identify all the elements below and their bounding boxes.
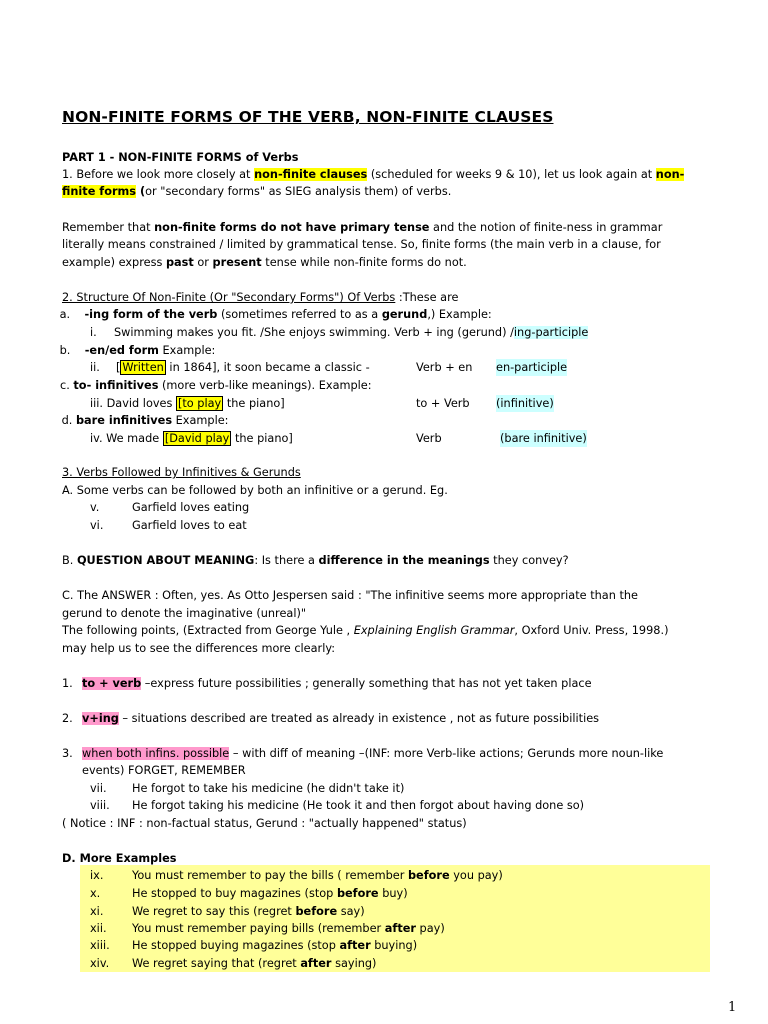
highlight-to-verb: to + verb	[82, 677, 142, 690]
highlight-finite-forms: finite forms	[62, 185, 137, 198]
point-1-number: 1.	[62, 677, 73, 690]
bold-keyword: before	[407, 869, 450, 882]
text: and the notion of finite-ness in grammar	[429, 221, 663, 234]
point-3-number: 3.	[62, 747, 73, 760]
text: saying)	[331, 957, 377, 970]
text: the piano]	[223, 397, 285, 410]
tag-infinitive: (infinitive)	[496, 397, 554, 410]
example-x	[132, 885, 408, 902]
text: in 1864], it soon became a classic -	[165, 361, 370, 374]
text: c.	[60, 379, 74, 392]
section3-b	[62, 552, 569, 569]
example-viii: He forgot taking his medicine (He took it and then forgot about having done so)	[132, 799, 585, 812]
text: or "secondary forms" as SIEG analysis them) of verbs.	[145, 185, 452, 198]
text: – with diff of meaning –(INF: more Verb-like actions; Gerunds more noun-like	[229, 747, 664, 760]
example-vi-number: vi.	[90, 519, 104, 532]
section3-c-line3	[62, 622, 669, 639]
item-b	[56, 342, 215, 359]
text: He stopped buying magazines (stop	[132, 939, 340, 952]
text: b.	[56, 344, 85, 357]
example-vii: He forgot to take his medicine (he didn't take it)	[132, 782, 405, 795]
item-d	[58, 412, 228, 429]
text: Example:	[172, 414, 229, 427]
item-c	[60, 377, 372, 394]
highlight-non: non-	[655, 168, 685, 181]
text: You must remember to pay the bills ( remember	[132, 869, 408, 882]
underlined-heading: 2. Structure Of Non-Finite (Or "Secondary Forms") Of Verbs	[62, 291, 396, 304]
text: (scheduled for weeks 9 & 10), let us look again at	[367, 168, 656, 181]
text: iii. David loves	[90, 397, 176, 410]
example-iv	[90, 430, 293, 447]
example-viii-number: viii.	[90, 799, 110, 812]
text: they convey?	[489, 554, 569, 567]
example-v: Garfield loves eating	[132, 501, 250, 514]
example-xiv	[132, 955, 376, 972]
example-iii-structure: to + Verb	[416, 397, 470, 410]
tag-en-participle: en-participle	[496, 361, 568, 374]
section3-heading: 3. Verbs Followed by Infinitives & Gerunds	[62, 466, 301, 479]
section3-c-line2: gerund to denote the imaginative (unreal)"	[62, 607, 307, 620]
example-xiii-number: xiii.	[90, 939, 110, 952]
point-3-line2: events) FORGET, REMEMBER	[82, 764, 246, 777]
tag-ing-participle: ing-participle	[513, 326, 589, 339]
section3-a: A. Some verbs can be followed by both an infinitive or a gerund. Eg.	[62, 484, 448, 497]
text: a.	[56, 308, 85, 321]
text: iv. We made	[90, 432, 163, 445]
text: –express future possibilities ; generally something that has not yet taken place	[141, 677, 592, 690]
part1-heading: PART 1 - NON-FINITE FORMS of Verbs	[62, 151, 299, 164]
example-v-number: v.	[90, 501, 100, 514]
text: : Is there a	[254, 554, 319, 567]
bold-present: present	[212, 256, 262, 269]
text: (sometimes referred to as a	[217, 308, 382, 321]
example-vi: Garfield loves to eat	[132, 519, 247, 532]
text: We regret saying that (regret	[132, 957, 301, 970]
example-i-number: i.	[90, 326, 97, 339]
bold-text: -en/ed form	[84, 344, 159, 357]
highlight-david-play: [David play	[164, 432, 230, 445]
point-3	[82, 745, 663, 762]
bold-text: -ing form of the verb	[84, 308, 218, 321]
text: buy)	[378, 887, 408, 900]
example-ii-structure: Verb + en	[416, 361, 473, 374]
section3-c-line4: may help us to see the differences more clearly:	[62, 642, 336, 655]
example-xi-number: xi.	[90, 905, 104, 918]
part1-paragraph2-line1	[62, 219, 662, 236]
highlight-non-finite-clauses: non-finite clauses	[254, 168, 368, 181]
bold-past: past	[165, 256, 194, 269]
text: You must remember paying bills (remember	[132, 922, 385, 935]
example-iv-structure: Verb	[416, 432, 442, 445]
text: the piano]	[231, 432, 293, 445]
bold-gerund: gerund	[381, 308, 428, 321]
example-xiv-number: xiv.	[90, 957, 110, 970]
text: or	[193, 256, 213, 269]
text: tense while non-finite forms do not.	[261, 256, 467, 269]
text: :These are	[395, 291, 459, 304]
example-iii	[90, 395, 285, 412]
bold-text: non-finite forms do not have primary tense	[154, 221, 430, 234]
text: 1. Before we look more closely at	[62, 168, 255, 181]
part1-paragraph2-line3	[62, 254, 467, 271]
example-xii-number: xii.	[90, 922, 107, 935]
highlight-v-ing: v+ing	[82, 712, 119, 725]
highlight-written: Written	[122, 361, 164, 374]
text: you pay)	[449, 869, 503, 882]
part1-paragraph1-line1	[62, 166, 684, 183]
bold-keyword: after	[339, 939, 371, 952]
text: Remember that	[62, 221, 155, 234]
section2-heading	[62, 289, 458, 306]
text: d.	[58, 414, 76, 427]
text: (more verb-like meanings). Example:	[158, 379, 372, 392]
book-title: Explaining English Grammar	[353, 624, 515, 637]
example-x-number: x.	[90, 887, 101, 900]
highlight-when-both-infins: when both infins. possible	[82, 747, 230, 760]
text: say)	[337, 905, 365, 918]
point-2	[82, 710, 599, 727]
text: The following points, (Extracted from George Yule ,	[62, 624, 354, 637]
example-xii	[132, 920, 445, 937]
example-i	[114, 324, 588, 341]
example-ix-number: ix.	[90, 869, 104, 882]
example-vii-number: vii.	[90, 782, 107, 795]
text: buying)	[370, 939, 418, 952]
text: B.	[62, 554, 77, 567]
example-ii	[116, 359, 370, 376]
section3-c-line1: C. The ANSWER : Often, yes. As Otto Jespersen said : "The infinitive seems more appropriate than the	[62, 589, 638, 602]
part1-paragraph1-line2	[62, 183, 451, 200]
text: ,) Example:	[427, 308, 492, 321]
bold-keyword: after	[384, 922, 416, 935]
text: (	[136, 185, 146, 198]
bold-keyword: before	[295, 905, 338, 918]
example-ii-number: ii.	[90, 361, 100, 374]
text: example) express	[62, 256, 166, 269]
page-title: NON-FINITE FORMS OF THE VERB, NON-FINITE CLAUSES	[62, 108, 554, 126]
text: pay)	[415, 922, 445, 935]
example-xi	[132, 903, 365, 920]
item-a	[56, 306, 492, 323]
bold-text: to- infinitives	[73, 379, 159, 392]
text: Swimming makes you fit. /She enjoys swimming. Verb + ing (gerund) /	[114, 326, 514, 339]
page-number: 1	[728, 1000, 737, 1015]
more-examples-heading: D. More Examples	[62, 852, 177, 865]
bold-keyword: after	[300, 957, 332, 970]
tag-bare-infinitive: (bare infinitive)	[500, 432, 587, 445]
bold-text: difference in the meanings	[318, 554, 490, 567]
bold-text: bare infinitives	[75, 414, 173, 427]
text: – situations described are treated as already in existence , not as future possibilities	[118, 712, 600, 725]
text: He stopped to buy magazines (stop	[132, 887, 337, 900]
text: [	[116, 361, 121, 374]
bold-keyword: before	[336, 887, 379, 900]
point-1	[82, 675, 592, 692]
example-ix	[132, 867, 503, 884]
text: We regret to say this (regret	[132, 905, 296, 918]
text: , Oxford Univ. Press, 1998.)	[514, 624, 669, 637]
bold-text: QUESTION ABOUT MEANING	[76, 554, 255, 567]
highlight-to-play: [to play	[177, 397, 222, 410]
example-xiii	[132, 937, 417, 954]
text: Example:	[158, 344, 216, 357]
part1-paragraph2-line2: literally means constrained / limited by grammatical tense. So, finite forms (the main verb in a clause, for	[62, 238, 661, 251]
point-2-number: 2.	[62, 712, 73, 725]
notice-line: ( Notice : INF : non-factual status, Gerund : "actually happened" status)	[62, 817, 467, 830]
